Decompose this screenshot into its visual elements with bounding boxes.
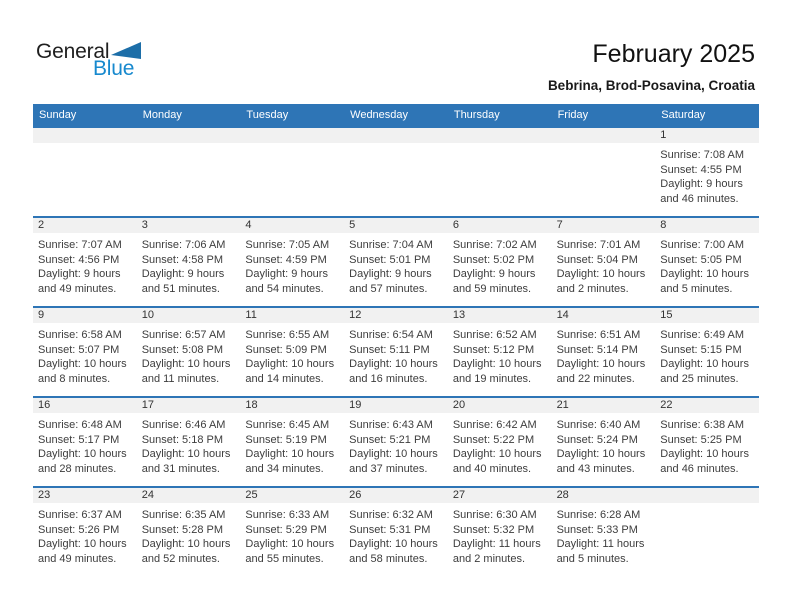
day-detail-line: Daylight: 10 hours: [660, 268, 749, 280]
week-row: [33, 126, 759, 216]
day-detail-line: and 14 minutes.: [245, 372, 324, 385]
day-number: [344, 128, 448, 143]
weekday-tuesday: Tuesday: [246, 109, 289, 121]
day-cell: [240, 488, 344, 576]
day-details: [552, 503, 656, 566]
day-detail-line: Sunset: 5:14 PM: [556, 343, 638, 356]
day-detail-line: Sunset: 4:55 PM: [660, 163, 742, 176]
weekday-thursday: Thursday: [453, 109, 500, 121]
day-detail-line: Sunrise: 6:54 AM: [349, 329, 433, 341]
day-cell: [448, 398, 552, 486]
day-number: 4: [240, 218, 344, 233]
day-detail-line: and 11 minutes.: [141, 372, 220, 385]
day-cell: [344, 218, 448, 306]
day-detail-line: Sunset: 4:59 PM: [245, 253, 327, 266]
day-detail-line: and 37 minutes.: [349, 462, 428, 475]
day-detail-line: Sunrise: 6:49 AM: [660, 329, 745, 341]
day-detail-line: Sunset: 5:28 PM: [141, 523, 224, 536]
day-number: 23: [33, 488, 137, 503]
day-detail-line: and 8 minutes.: [38, 372, 111, 385]
day-detail-line: and 19 minutes.: [452, 372, 532, 385]
day-details: [448, 503, 552, 566]
day-detail-line: Sunset: 5:26 PM: [38, 523, 120, 536]
day-number: 7: [552, 218, 656, 233]
day-details: [240, 413, 344, 476]
day-details: [33, 413, 137, 476]
day-detail-line: Sunset: 5:18 PM: [141, 433, 224, 446]
day-detail-line: Sunrise: 7:00 AM: [660, 239, 745, 251]
day-detail-line: Sunset: 5:33 PM: [556, 523, 638, 536]
day-details: [655, 323, 759, 386]
day-detail-line: Sunrise: 6:37 AM: [38, 509, 122, 521]
day-detail-line: Sunset: 5:29 PM: [245, 523, 327, 536]
day-detail-line: and 16 minutes.: [349, 372, 428, 385]
day-detail-line: and 49 minutes.: [38, 282, 117, 295]
day-details: [137, 413, 241, 476]
day-number: 2: [33, 218, 137, 233]
weekday-friday: Friday: [557, 109, 589, 121]
day-detail-line: Daylight: 10 hours: [141, 448, 231, 460]
weekday-wednesday: Wednesday: [350, 109, 409, 121]
day-detail-line: and 28 minutes.: [38, 462, 117, 475]
weekday-header-row: [33, 104, 759, 126]
day-details: [137, 503, 241, 566]
day-details: [655, 233, 759, 296]
day-number: 22: [655, 398, 759, 413]
day-detail-line: Sunset: 4:56 PM: [38, 253, 120, 266]
general-blue-logo: [36, 40, 141, 81]
day-detail-line: Daylight: 10 hours: [349, 358, 438, 370]
page-subtitle: Bebrina, Brod-Posavina, Croatia: [547, 78, 755, 93]
day-cell: [344, 308, 448, 396]
day-detail-line: Sunrise: 6:33 AM: [245, 509, 330, 521]
day-detail-line: Sunrise: 6:28 AM: [556, 509, 641, 521]
day-number: 5: [344, 218, 448, 233]
day-details: [344, 233, 448, 296]
day-detail-line: Daylight: 10 hours: [349, 538, 438, 550]
day-detail-line: Sunrise: 7:04 AM: [349, 239, 433, 251]
day-detail-line: Daylight: 9 hours: [660, 178, 743, 190]
day-cell: [33, 308, 137, 396]
day-detail-line: Sunrise: 7:01 AM: [556, 239, 641, 251]
day-detail-line: Sunrise: 6:43 AM: [349, 419, 433, 431]
day-cell: [33, 398, 137, 486]
day-detail-line: Sunrise: 7:07 AM: [38, 239, 122, 251]
day-number: 6: [448, 218, 552, 233]
day-detail-line: Daylight: 10 hours: [141, 358, 231, 370]
day-detail-line: Daylight: 10 hours: [452, 448, 542, 460]
day-detail-line: Sunrise: 6:48 AM: [38, 419, 122, 431]
weekday-monday: Monday: [142, 109, 182, 121]
day-detail-line: and 5 minutes.: [660, 282, 733, 295]
day-detail-line: Sunrise: 6:57 AM: [141, 329, 226, 341]
day-detail-line: Daylight: 10 hours: [660, 358, 749, 370]
day-details: [240, 233, 344, 296]
day-number: [655, 488, 759, 503]
day-detail-line: Sunset: 5:24 PM: [556, 433, 638, 446]
day-detail-line: and 34 minutes.: [245, 462, 324, 475]
day-detail-line: Daylight: 10 hours: [556, 358, 646, 370]
day-details: [448, 413, 552, 476]
day-number: 28: [552, 488, 656, 503]
logo-word-blue: Blue: [93, 57, 135, 80]
day-number: 26: [344, 488, 448, 503]
day-detail-line: and 43 minutes.: [556, 462, 635, 475]
day-detail-line: Sunset: 5:07 PM: [38, 343, 120, 356]
day-cell: [344, 488, 448, 576]
day-detail-line: Sunrise: 7:06 AM: [141, 239, 226, 251]
day-detail-line: and 55 minutes.: [245, 552, 324, 565]
day-number: [448, 128, 552, 143]
day-cell: [552, 308, 656, 396]
day-detail-line: Sunrise: 6:51 AM: [556, 329, 641, 341]
weekday-sunday: Sunday: [39, 109, 77, 121]
day-detail-line: Sunset: 4:58 PM: [141, 253, 224, 266]
day-detail-line: Sunrise: 6:52 AM: [452, 329, 537, 341]
day-cell: [240, 398, 344, 486]
day-cell: [33, 218, 137, 306]
day-detail-line: Sunrise: 7:05 AM: [245, 239, 330, 251]
title-block: [548, 40, 755, 93]
day-detail-line: Daylight: 10 hours: [38, 358, 127, 370]
day-details: [33, 233, 137, 296]
day-number: 10: [137, 308, 241, 323]
day-detail-line: and 59 minutes.: [452, 282, 532, 295]
day-number: 16: [33, 398, 137, 413]
day-cell: [552, 488, 656, 576]
day-number: 9: [33, 308, 137, 323]
day-details: [552, 413, 656, 476]
day-cell: [655, 128, 759, 216]
day-detail-line: Sunrise: 6:38 AM: [660, 419, 745, 431]
day-detail-line: Daylight: 9 hours: [141, 268, 225, 280]
day-number: 19: [344, 398, 448, 413]
day-number: [33, 128, 137, 143]
day-details: [448, 323, 552, 386]
day-cell: [137, 218, 241, 306]
day-detail-line: Daylight: 10 hours: [245, 538, 335, 550]
day-detail-line: and 52 minutes.: [141, 552, 220, 565]
empty-day-cell: [448, 128, 552, 216]
day-detail-line: Sunset: 5:09 PM: [245, 343, 327, 356]
day-number: 27: [448, 488, 552, 503]
empty-day-cell: [552, 128, 656, 216]
day-detail-line: Daylight: 10 hours: [245, 448, 335, 460]
day-detail-line: Sunset: 5:19 PM: [245, 433, 327, 446]
day-cell: [448, 308, 552, 396]
day-detail-line: Sunrise: 6:35 AM: [141, 509, 226, 521]
day-detail-line: and 58 minutes.: [349, 552, 428, 565]
day-number: 15: [655, 308, 759, 323]
day-details: [655, 143, 759, 206]
day-detail-line: Daylight: 10 hours: [556, 268, 646, 280]
day-cell: [344, 398, 448, 486]
day-detail-line: Daylight: 10 hours: [141, 538, 231, 550]
day-number: 14: [552, 308, 656, 323]
day-details: [448, 233, 552, 296]
day-cell: [33, 488, 137, 576]
day-detail-line: and 22 minutes.: [556, 372, 635, 385]
day-cell: [448, 218, 552, 306]
day-details: [552, 233, 656, 296]
day-detail-line: Daylight: 10 hours: [349, 448, 438, 460]
day-detail-line: Sunrise: 6:46 AM: [141, 419, 226, 431]
day-details: [344, 503, 448, 566]
day-detail-line: Sunrise: 7:08 AM: [660, 149, 745, 161]
day-detail-line: and 2 minutes.: [452, 552, 525, 565]
day-detail-line: and 46 minutes.: [660, 192, 739, 205]
day-number: [137, 128, 241, 143]
day-detail-line: Sunset: 5:32 PM: [452, 523, 535, 536]
day-detail-line: Daylight: 11 hours: [452, 538, 541, 550]
day-detail-line: Sunset: 5:08 PM: [141, 343, 224, 356]
day-detail-line: Sunset: 5:01 PM: [349, 253, 431, 266]
day-detail-line: and 51 minutes.: [141, 282, 220, 295]
day-detail-line: Daylight: 10 hours: [660, 448, 749, 460]
week-row: [33, 396, 759, 486]
day-details: [240, 323, 344, 386]
day-cell: [552, 218, 656, 306]
day-detail-line: and 40 minutes.: [452, 462, 532, 475]
day-number: 18: [240, 398, 344, 413]
week-row: [33, 486, 759, 576]
empty-day-cell: [240, 128, 344, 216]
day-cell: [137, 488, 241, 576]
day-detail-line: Daylight: 9 hours: [452, 268, 536, 280]
day-cell: [137, 308, 241, 396]
day-cell: [655, 398, 759, 486]
empty-day-cell: [655, 488, 759, 576]
day-details: [344, 323, 448, 386]
day-detail-line: Daylight: 10 hours: [38, 538, 127, 550]
day-number: 20: [448, 398, 552, 413]
day-detail-line: and 31 minutes.: [141, 462, 220, 475]
day-details: [240, 503, 344, 566]
day-detail-line: Sunrise: 6:58 AM: [38, 329, 122, 341]
week-row: [33, 306, 759, 396]
day-cell: [655, 308, 759, 396]
day-detail-line: Sunset: 5:02 PM: [452, 253, 535, 266]
day-number: 25: [240, 488, 344, 503]
day-cell: [240, 218, 344, 306]
week-row: [33, 216, 759, 306]
day-detail-line: and 46 minutes.: [660, 462, 739, 475]
day-detail-line: Sunset: 5:15 PM: [660, 343, 742, 356]
day-detail-line: and 2 minutes.: [556, 282, 629, 295]
day-detail-line: Sunrise: 6:40 AM: [556, 419, 641, 431]
day-details: [344, 413, 448, 476]
day-details: [552, 323, 656, 386]
day-number: 8: [655, 218, 759, 233]
day-detail-line: Sunrise: 6:55 AM: [245, 329, 330, 341]
day-detail-line: Sunrise: 6:30 AM: [452, 509, 537, 521]
weekday-saturday: Saturday: [661, 109, 706, 121]
day-detail-line: Daylight: 9 hours: [349, 268, 432, 280]
day-number: [240, 128, 344, 143]
day-number: 24: [137, 488, 241, 503]
calendar-weeks: [33, 126, 759, 576]
day-cell: [655, 218, 759, 306]
day-cell: [240, 308, 344, 396]
day-number: 12: [344, 308, 448, 323]
day-detail-line: Daylight: 9 hours: [245, 268, 328, 280]
day-number: [552, 128, 656, 143]
day-detail-line: Sunset: 5:12 PM: [452, 343, 535, 356]
empty-day-cell: [33, 128, 137, 216]
page-title: February 2025: [592, 40, 755, 68]
day-number: 3: [137, 218, 241, 233]
day-detail-line: Daylight: 10 hours: [556, 448, 646, 460]
day-cell: [137, 398, 241, 486]
day-detail-line: Daylight: 9 hours: [38, 268, 121, 280]
empty-day-cell: [344, 128, 448, 216]
day-detail-line: Sunset: 5:21 PM: [349, 433, 431, 446]
day-number: 13: [448, 308, 552, 323]
day-number: 17: [137, 398, 241, 413]
day-detail-line: Daylight: 11 hours: [556, 538, 645, 550]
day-detail-line: Daylight: 10 hours: [452, 358, 542, 370]
day-number: 1: [655, 128, 759, 143]
day-detail-line: and 49 minutes.: [38, 552, 117, 565]
day-detail-line: Sunset: 5:11 PM: [349, 343, 430, 356]
day-detail-line: Sunrise: 6:42 AM: [452, 419, 537, 431]
day-cell: [552, 398, 656, 486]
day-detail-line: Sunrise: 6:45 AM: [245, 419, 330, 431]
day-number: 21: [552, 398, 656, 413]
day-detail-line: Daylight: 10 hours: [38, 448, 127, 460]
day-detail-line: Daylight: 10 hours: [245, 358, 335, 370]
day-number: 11: [240, 308, 344, 323]
day-detail-line: Sunset: 5:04 PM: [556, 253, 638, 266]
calendar-table: [33, 104, 759, 576]
day-detail-line: Sunrise: 7:02 AM: [452, 239, 537, 251]
day-detail-line: and 57 minutes.: [349, 282, 428, 295]
day-details: [33, 323, 137, 386]
day-detail-line: Sunset: 5:25 PM: [660, 433, 742, 446]
day-details: [137, 233, 241, 296]
day-detail-line: and 54 minutes.: [245, 282, 324, 295]
day-detail-line: Sunset: 5:05 PM: [660, 253, 742, 266]
day-detail-line: and 5 minutes.: [556, 552, 629, 565]
day-detail-line: Sunset: 5:22 PM: [452, 433, 535, 446]
day-cell: [448, 488, 552, 576]
day-details: [137, 323, 241, 386]
day-details: [33, 503, 137, 566]
day-detail-line: Sunset: 5:17 PM: [38, 433, 120, 446]
empty-day-cell: [137, 128, 241, 216]
logo-word-general: General: [36, 40, 110, 63]
day-detail-line: Sunrise: 6:32 AM: [349, 509, 433, 521]
day-detail-line: Sunset: 5:31 PM: [349, 523, 431, 536]
day-details: [655, 413, 759, 476]
day-detail-line: and 25 minutes.: [660, 372, 739, 385]
